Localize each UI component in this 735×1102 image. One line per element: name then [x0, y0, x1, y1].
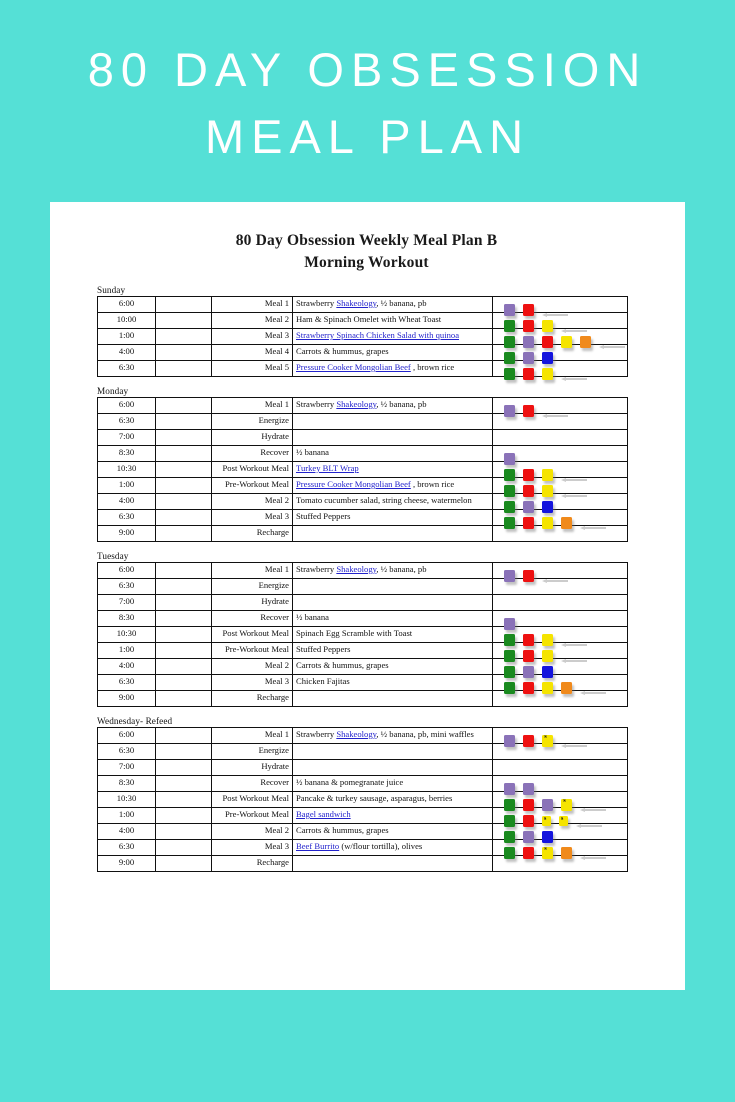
cell-meal-description [293, 743, 493, 759]
day-label: Monday [97, 385, 129, 396]
meal-description-text: ½ banana [296, 611, 329, 622]
cell-containers [493, 807, 628, 823]
cell-meal-description [293, 674, 493, 690]
container-chip-group [496, 596, 624, 609]
cell-time: 7:00 [98, 594, 156, 610]
chip-s-marker: s [544, 732, 547, 740]
container-chip-group [496, 564, 624, 577]
table-row [98, 743, 628, 759]
container-chip-group [496, 362, 624, 375]
cell-time: 10:30 [98, 791, 156, 807]
cell-meal-type: Meal 2 [212, 658, 293, 674]
container-chip-group [496, 857, 624, 870]
table-row [98, 775, 628, 791]
cell-meal-type: Recover [212, 610, 293, 626]
cell-containers [493, 610, 628, 626]
recipe-link[interactable]: Shakeology [336, 297, 377, 308]
cell-containers [493, 626, 628, 642]
cell-meal-description [293, 690, 493, 706]
container-chip-group [496, 628, 624, 641]
table-row [98, 642, 628, 658]
cell-spacer [156, 855, 212, 871]
day-schedule-table [97, 397, 628, 542]
cell-meal-type: Meal 3 [212, 839, 293, 855]
container-chip-group [496, 346, 624, 359]
cell-containers [493, 360, 628, 376]
cell-time: 10:00 [98, 312, 156, 328]
cell-spacer [156, 296, 212, 312]
cell-spacer [156, 509, 212, 525]
cell-spacer [156, 429, 212, 445]
cell-spacer [156, 312, 212, 328]
hero-banner [0, 0, 735, 202]
cell-containers [493, 312, 628, 328]
day-schedule-table [97, 562, 628, 707]
table-row [98, 296, 628, 312]
table-row [98, 594, 628, 610]
cell-containers [493, 578, 628, 594]
document-title [88, 230, 645, 275]
container-chip-group [496, 511, 624, 524]
cell-meal-type: Meal 3 [212, 674, 293, 690]
table-row [98, 759, 628, 775]
cell-spacer [156, 477, 212, 493]
meal-description-text: Strawberry [296, 398, 337, 409]
container-chip-group [496, 447, 624, 460]
container-chip-group [496, 660, 624, 673]
meal-description-suffix: , brown rice [410, 361, 455, 372]
cell-meal-type: Pre-Workout Meal [212, 807, 293, 823]
table-row [98, 477, 628, 493]
cell-time: 4:00 [98, 493, 156, 509]
cell-meal-type: Meal 2 [212, 823, 293, 839]
container-chip-group [496, 463, 624, 476]
cell-meal-type: Post Workout Meal [212, 791, 293, 807]
container-chip-group [496, 431, 624, 444]
cell-meal-description [293, 855, 493, 871]
container-chip-group [496, 745, 624, 758]
cell-spacer [156, 674, 212, 690]
meal-description-text: Stuffed Peppers [296, 510, 351, 521]
cell-meal-type: Meal 1 [212, 562, 293, 578]
meal-description-suffix: , ½ banana, pb [376, 398, 427, 409]
cell-time: 6:00 [98, 296, 156, 312]
cell-containers [493, 413, 628, 429]
recipe-link[interactable]: Shakeology [336, 563, 377, 574]
cell-time: 8:30 [98, 445, 156, 461]
cell-time: 1:00 [98, 807, 156, 823]
cell-containers [493, 344, 628, 360]
day-schedule-table [97, 727, 628, 872]
cell-containers [493, 493, 628, 509]
cell-meal-description [293, 493, 493, 509]
cell-meal-description [293, 445, 493, 461]
cell-meal-description [293, 562, 493, 578]
meal-description-suffix: , ½ banana, pb [376, 563, 427, 574]
cell-containers [493, 525, 628, 541]
chip-s-marker: s [544, 844, 547, 852]
meal-description-text: Strawberry [296, 563, 337, 574]
cell-spacer [156, 461, 212, 477]
cell-containers [493, 759, 628, 775]
arrow-marker-icon [561, 377, 587, 380]
table-row [98, 674, 628, 690]
recipe-link[interactable]: Pressure Cooker Mongolian Beef [296, 361, 411, 372]
cell-time: 10:30 [98, 626, 156, 642]
cell-time: 1:00 [98, 477, 156, 493]
container-chip-group [496, 495, 624, 508]
cell-spacer [156, 360, 212, 376]
table-row [98, 445, 628, 461]
cell-spacer [156, 807, 212, 823]
cell-meal-description [293, 525, 493, 541]
cell-containers [493, 445, 628, 461]
day-schedule-table [97, 296, 628, 377]
cell-containers [493, 562, 628, 578]
cell-meal-type: Energize [212, 743, 293, 759]
cell-meal-description [293, 578, 493, 594]
cell-spacer [156, 743, 212, 759]
table-row [98, 509, 628, 525]
cell-spacer [156, 562, 212, 578]
day-block [88, 716, 645, 872]
document-title-line-1: 80 Day Obsession Weekly Meal Plan B [235, 232, 498, 249]
day-block [88, 285, 645, 377]
cell-containers [493, 743, 628, 759]
meal-description-text: Pancake & turkey sausage, asparagus, berries [296, 792, 453, 803]
table-row [98, 461, 628, 477]
container-chip-group [496, 692, 624, 705]
container-chip-group [496, 676, 624, 689]
cell-meal-description [293, 594, 493, 610]
cell-meal-description [293, 328, 493, 344]
cell-time: 8:30 [98, 610, 156, 626]
container-chip-group [496, 644, 624, 657]
cell-meal-description [293, 397, 493, 413]
cell-meal-type: Recover [212, 775, 293, 791]
cell-spacer [156, 610, 212, 626]
cell-meal-type: Energize [212, 578, 293, 594]
cell-spacer [156, 445, 212, 461]
meal-description-text: Carrots & hummus, grapes [296, 824, 389, 835]
cell-time: 6:30 [98, 839, 156, 855]
cell-spacer [156, 727, 212, 743]
cell-time: 6:00 [98, 562, 156, 578]
meal-description-text: Spinach Egg Scramble with Toast [296, 627, 413, 638]
cell-containers [493, 775, 628, 791]
cell-containers [493, 791, 628, 807]
container-chip-group [496, 415, 624, 428]
cell-meal-description [293, 807, 493, 823]
cell-spacer [156, 642, 212, 658]
container-chip-group [496, 298, 624, 311]
recipe-link[interactable]: Shakeology [336, 728, 377, 739]
cell-meal-description [293, 360, 493, 376]
cell-spacer [156, 791, 212, 807]
cell-containers [493, 477, 628, 493]
recipe-link[interactable]: Bagel sandwich [296, 808, 351, 819]
table-row [98, 855, 628, 871]
cell-meal-type: Meal 4 [212, 344, 293, 360]
cell-containers [493, 727, 628, 743]
container-chip-green-icon [504, 368, 515, 380]
table-row [98, 823, 628, 839]
cell-containers [493, 690, 628, 706]
cell-spacer [156, 594, 212, 610]
recipe-link[interactable]: Turkey BLT Wrap [296, 462, 359, 473]
container-chip-group [496, 809, 624, 822]
table-row [98, 525, 628, 541]
meal-description-suffix: (w/flour tortilla), olives [339, 840, 423, 851]
table-row [98, 839, 628, 855]
cell-spacer [156, 493, 212, 509]
cell-meal-description [293, 658, 493, 674]
cell-meal-description [293, 312, 493, 328]
cell-meal-description [293, 775, 493, 791]
cell-meal-description [293, 413, 493, 429]
cell-meal-type: Meal 3 [212, 328, 293, 344]
meal-description-text: Chicken Fajitas [296, 675, 350, 686]
table-row [98, 429, 628, 445]
cell-meal-description [293, 642, 493, 658]
container-chip-group [496, 527, 624, 540]
table-row [98, 413, 628, 429]
cell-spacer [156, 839, 212, 855]
recipe-link[interactable]: Shakeology [336, 398, 377, 409]
container-chip-group [496, 777, 624, 790]
container-chip-group [496, 399, 624, 412]
table-row [98, 658, 628, 674]
meal-description-text: Strawberry [296, 297, 337, 308]
cell-meal-type: Energize [212, 413, 293, 429]
cell-time: 7:00 [98, 759, 156, 775]
table-row [98, 397, 628, 413]
meal-description-suffix: , ½ banana, pb, mini waffles [376, 728, 474, 739]
recipe-link[interactable]: Beef Burrito [296, 840, 340, 851]
cell-time: 10:30 [98, 461, 156, 477]
cell-meal-type: Pre-Workout Meal [212, 477, 293, 493]
cell-containers [493, 658, 628, 674]
cell-time: 9:00 [98, 855, 156, 871]
cell-meal-type: Hydrate [212, 594, 293, 610]
cell-meal-description [293, 477, 493, 493]
cell-meal-description [293, 461, 493, 477]
cell-time: 6:30 [98, 743, 156, 759]
meal-description-text: Tomato cucumber salad, string cheese, watermelon [296, 494, 472, 505]
cell-spacer [156, 658, 212, 674]
hero-title-line-2: MEAL PLAN [204, 110, 531, 163]
cell-spacer [156, 775, 212, 791]
cell-time: 6:00 [98, 397, 156, 413]
day-block [88, 551, 645, 707]
chip-s-marker: s [563, 796, 566, 804]
cell-meal-description [293, 839, 493, 855]
cell-meal-type: Post Workout Meal [212, 626, 293, 642]
cell-time: 6:30 [98, 413, 156, 429]
table-row [98, 360, 628, 376]
cell-meal-type: Meal 3 [212, 509, 293, 525]
cell-meal-type: Meal 5 [212, 360, 293, 376]
cell-spacer [156, 759, 212, 775]
cell-containers [493, 328, 628, 344]
chip-s-marker: s [544, 815, 547, 822]
container-chip-group [496, 841, 624, 854]
cell-containers [493, 461, 628, 477]
container-chip-group [496, 761, 624, 774]
cell-containers [493, 397, 628, 413]
cell-time: 6:30 [98, 360, 156, 376]
recipe-link[interactable]: Pressure Cooker Mongolian Beef [296, 478, 411, 489]
container-chip-group [496, 825, 624, 838]
cell-meal-type: Meal 1 [212, 727, 293, 743]
cell-spacer [156, 823, 212, 839]
cell-containers [493, 855, 628, 871]
cell-spacer [156, 413, 212, 429]
day-label: Wednesday- Refeed [97, 715, 173, 726]
meal-description-suffix: , brown rice [410, 478, 455, 489]
recipe-link[interactable]: Strawberry Spinach Chicken Salad with quinoa [296, 329, 460, 340]
table-row [98, 727, 628, 743]
cell-meal-description [293, 296, 493, 312]
cell-containers [493, 429, 628, 445]
cell-meal-description [293, 344, 493, 360]
cell-meal-type: Meal 2 [212, 493, 293, 509]
cell-meal-description [293, 791, 493, 807]
container-chip-group [496, 580, 624, 593]
table-row [98, 562, 628, 578]
table-row [98, 344, 628, 360]
cell-meal-type: Hydrate [212, 759, 293, 775]
meal-description-text: Carrots & hummus, grapes [296, 345, 389, 356]
cell-containers [493, 509, 628, 525]
cell-spacer [156, 525, 212, 541]
cell-spacer [156, 397, 212, 413]
container-chip-group [496, 479, 624, 492]
cell-time: 1:00 [98, 642, 156, 658]
cell-spacer [156, 328, 212, 344]
cell-containers [493, 674, 628, 690]
meal-description-text: Carrots & hummus, grapes [296, 659, 389, 670]
cell-meal-type: Recover [212, 445, 293, 461]
cell-meal-description [293, 626, 493, 642]
cell-time: 9:00 [98, 690, 156, 706]
chip-s-marker: s [561, 815, 564, 822]
cell-time: 6:30 [98, 578, 156, 594]
container-chip-group [496, 729, 624, 742]
cell-meal-type: Recharge [212, 525, 293, 541]
table-row [98, 312, 628, 328]
cell-meal-description [293, 509, 493, 525]
cell-meal-description [293, 727, 493, 743]
cell-spacer [156, 690, 212, 706]
cell-meal-description [293, 759, 493, 775]
table-row [98, 626, 628, 642]
meal-description-text: Strawberry [296, 728, 337, 739]
container-chip-group [496, 314, 624, 327]
table-row [98, 791, 628, 807]
meal-description-text: Ham & Spinach Omelet with Wheat Toast [296, 313, 442, 324]
cell-meal-description [293, 429, 493, 445]
cell-containers [493, 642, 628, 658]
cell-spacer [156, 578, 212, 594]
meal-description-text: ½ banana [296, 446, 329, 457]
document-card-wrapper [0, 202, 735, 990]
table-row [98, 690, 628, 706]
cell-time: 4:00 [98, 344, 156, 360]
container-chip-yellow-icon [542, 368, 553, 380]
cell-meal-type: Recharge [212, 855, 293, 871]
cell-meal-type: Meal 1 [212, 296, 293, 312]
meal-description-text: Stuffed Peppers [296, 643, 351, 654]
cell-meal-description [293, 610, 493, 626]
day-block [88, 386, 645, 542]
table-row [98, 807, 628, 823]
cell-spacer [156, 626, 212, 642]
cell-time: 6:30 [98, 509, 156, 525]
table-row [98, 493, 628, 509]
cell-time: 6:00 [98, 727, 156, 743]
cell-meal-type: Pre-Workout Meal [212, 642, 293, 658]
table-row [98, 328, 628, 344]
day-label: Sunday [97, 284, 126, 295]
cell-meal-description [293, 823, 493, 839]
cell-time: 4:00 [98, 823, 156, 839]
cell-containers [493, 594, 628, 610]
container-chip-group [496, 330, 624, 343]
day-blocks-container [88, 285, 645, 872]
container-chip-group [496, 793, 624, 806]
cell-meal-type: Meal 2 [212, 312, 293, 328]
cell-containers [493, 296, 628, 312]
hero-title-line-1: 80 DAY OBSESSION [87, 43, 648, 97]
cell-spacer [156, 344, 212, 360]
day-label: Tuesday [97, 550, 129, 561]
container-chip-red-icon [523, 368, 534, 380]
cell-containers [493, 823, 628, 839]
cell-meal-type: Hydrate [212, 429, 293, 445]
meal-description-text: ½ banana & pomegranate juice [296, 776, 404, 787]
meal-description-suffix: , ½ banana, pb [376, 297, 427, 308]
cell-time: 4:00 [98, 658, 156, 674]
cell-containers [493, 839, 628, 855]
cell-meal-type: Meal 1 [212, 397, 293, 413]
cell-time: 8:30 [98, 775, 156, 791]
table-row [98, 610, 628, 626]
cell-time: 1:00 [98, 328, 156, 344]
cell-meal-type: Post Workout Meal [212, 461, 293, 477]
document-title-line-2: Morning Workout [304, 254, 429, 272]
table-row [98, 578, 628, 594]
cell-time: 9:00 [98, 525, 156, 541]
cell-time: 7:00 [98, 429, 156, 445]
container-chip-group [496, 612, 624, 625]
meal-plan-document [50, 202, 685, 990]
cell-time: 6:30 [98, 674, 156, 690]
cell-meal-type: Recharge [212, 690, 293, 706]
